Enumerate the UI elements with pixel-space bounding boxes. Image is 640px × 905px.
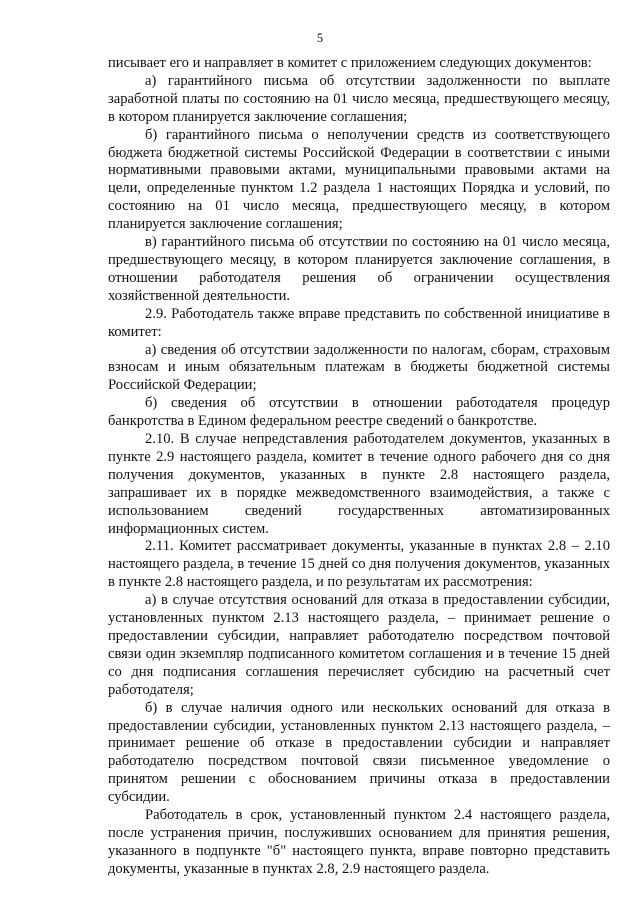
- paragraph-2-9-b: б) сведения об отсутствии в отношении работодателя процедур банкротства в Едином федеральном реестре сведений о банкротстве.: [108, 395, 610, 430]
- paragraph-2-9: 2.9. Работодатель также вправе представить по собственной инициативе в комитет:: [108, 305, 610, 340]
- paragraph-resubmission: Работодатель в срок, установленный пунктом 2.4 настоящего раздела, после устранения причин, послуживших основанием для принятия решения, указанного в подпункте "б" настоящего пункта, вправе повторно представить документы, указанные в пунктах 2.8, 2.9 настоящего раздела.: [108, 807, 610, 877]
- paragraph-item-c: в) гарантийного письма об отсутствии по состоянию на 01 число месяца, предшествующего месяцу, в котором планируется заключение соглашения, в отношении работодателя решения об ограничении осуществления хозяйственной деятельности.: [108, 234, 610, 304]
- paragraph-2-11: 2.11. Комитет рассматривает документы, указанные в пунктах 2.8 – 2.10 настоящего раздела, в течение 15 дней со дня получения документов, указанных в пункте 2.8 настоящего раздела, и по результатам их рассмотрения:: [108, 538, 610, 591]
- document-body: [108, 55, 610, 879]
- page-number: 5: [316, 31, 324, 45]
- paragraph-2-9-a: а) сведения об отсутствии задолженности по налогам, сборам, страховым взносам и иным обязательным платежам в бюджеты бюджетной системы Российской Федерации;: [108, 341, 610, 394]
- paragraph-2-11-a: а) в случае отсутствия оснований для отказа в предоставлении субсидии, установленных пунктом 2.13 настоящего раздела, – принимает решение о предоставлении субсидии, направляет работодателю посредством почтовой связи один экземпляр подписанного комитетом соглашения и в течение 15 дней со дня подписания соглашения перечисляет субсидию на расчетный счет работодателя;: [108, 592, 610, 698]
- paragraph-item-b: б) гарантийного письма о неполучении средств из соответствующего бюджета бюджетной системы Российской Федерации в соответствии с иными нормативными правовыми актами, муниципальными правовыми актами на цели, определенные пунктом 1.2 раздела 1 настоящих Порядка и условий, по состоянию на 01 число месяца, предшествующего месяцу, в котором планируется заключение соглашения;: [108, 126, 610, 233]
- paragraph-continuation: писывает его и направляет в комитет с приложением следующих документов:: [108, 55, 592, 71]
- paragraph-2-10: 2.10. В случае непредставления работодателем документов, указанных в пункте 2.9 настоящего раздела, комитет в течение одного рабочего дня со дня получения документов, указанных в пункте 2.8 настоящего раздела, запрашивает их в порядке межведомственного взаимодействия, а также с использованием сведений государственных автоматизированных информационных систем.: [108, 431, 610, 537]
- paragraph-item-a: а) гарантийного письма об отсутствии задолженности по выплате заработной платы по состоянию на 01 число месяца, предшествующего месяцу, в котором планируется заключение соглашения;: [108, 72, 610, 125]
- paragraph-2-11-b: б) в случае наличия одного или нескольких оснований для отказа в предоставлении субсидии, установленных пунктом 2.13 настоящего раздела, – принимает решение об отказе в предоставлении субсидии и направляет работодателю посредством почтовой связи письменное уведомление о принятом решении с обоснованием причины отказа в предоставлении субсидии.: [108, 699, 610, 806]
